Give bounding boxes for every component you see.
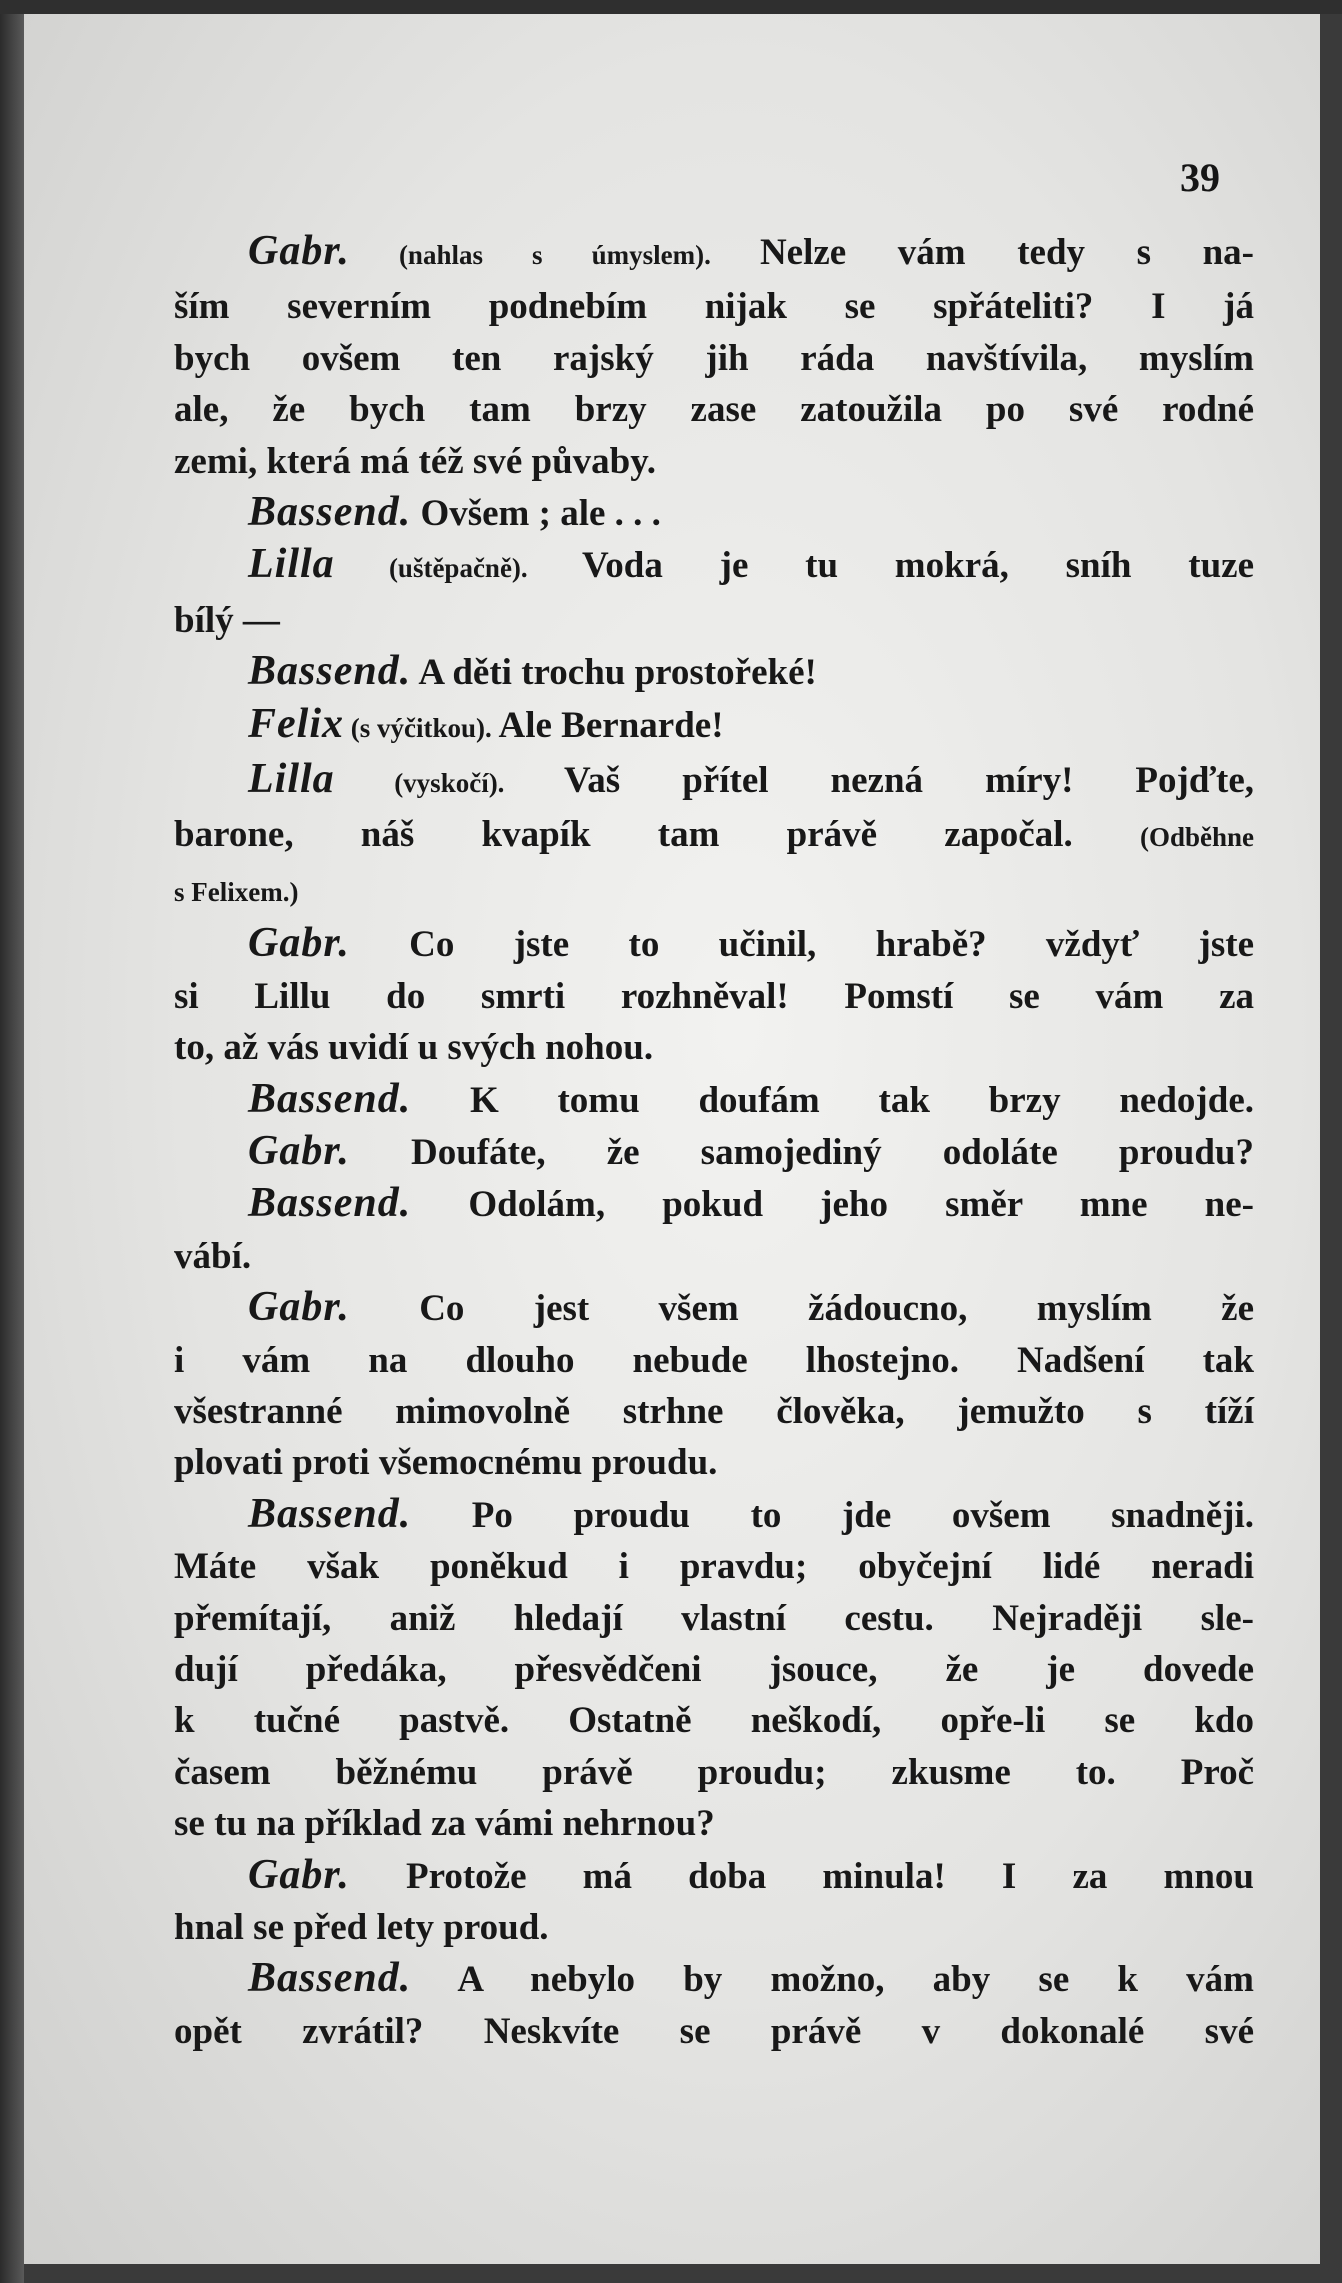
dialogue-text: vábí.: [174, 1235, 252, 1277]
text-line: [174, 971, 1254, 1022]
text-line: [174, 809, 1254, 863]
speaker-name: Lilla: [248, 541, 335, 588]
speaker-name: Bassend.: [248, 648, 412, 695]
dialogue-text: dují předáka, přesvědčeni jsouce, že je dovede: [174, 1648, 1254, 1690]
speaker-name: Bassend.: [248, 1955, 412, 2002]
text-line: [174, 1231, 1254, 1282]
dialogue-text: opět zvrátil? Neskvíte se právě v dokonalé své: [174, 2010, 1254, 2052]
speaker-name: Bassend.: [248, 1490, 412, 1537]
speaker-name: Lilla: [248, 756, 335, 803]
text-line: [174, 539, 1254, 594]
book-gutter: [0, 0, 24, 2283]
text-line: [174, 1953, 1254, 2005]
text-line: [174, 1644, 1254, 1695]
dialogue-text: i vám na dlouho nebude lhostejno. Nadšení tak: [174, 1339, 1254, 1381]
dialogue-text: bych ovšem ten rajský jih ráda navštívila, myslím: [174, 337, 1254, 379]
page-number: 39: [1180, 155, 1220, 200]
dialogue-text: si Lillu do smrti rozhněval! Pomstí se vám za: [174, 975, 1254, 1017]
dialogue-text: Odolám, pokud jeho směr mne ne-: [411, 1184, 1254, 1226]
dialogue-text: Ovšem ; ale . . .: [411, 493, 661, 535]
stage-direction: s Felixem.): [174, 876, 299, 907]
speaker-name: Felix: [248, 700, 344, 747]
dialogue-text: ším severním podnebím nijak se spřáteliti? I já: [174, 286, 1254, 328]
dialogue-text: všestranné mimovolně strhne člověka, jemužto s tíží: [174, 1390, 1254, 1432]
dialogue-text: plovati proti všemocnému proudu.: [174, 1442, 718, 1484]
stage-direction: (Odběhne: [1139, 822, 1254, 853]
text-line: [174, 595, 1254, 646]
text-line: [174, 281, 1254, 332]
text-line: [174, 918, 1254, 970]
text-line: [174, 699, 1254, 754]
dialogue-text: K tomu doufám tak brzy nedojde.: [411, 1079, 1254, 1121]
dialogue-text: Protože má doba minula! I za mnou: [349, 1855, 1254, 1897]
stage-direction: (vyskočí).: [334, 768, 564, 799]
text-line: [174, 1850, 1254, 1902]
dialogue-text: barone, náš kvapík tam právě započal.: [174, 814, 1140, 856]
speaker-name: Gabr.: [248, 228, 350, 274]
text-line: [174, 1022, 1254, 1073]
text-line: [174, 333, 1254, 384]
text-line: [174, 1747, 1254, 1798]
speaker-name: Bassend.: [248, 489, 412, 536]
dialogue-text: Vaš přítel nezná míry! Pojďte,: [563, 760, 1254, 802]
dialogue-text: Co jest všem žádoucno, myslím že: [349, 1288, 1254, 1330]
speaker-name: Gabr.: [248, 1851, 350, 1898]
speaker-name: Gabr.: [248, 920, 350, 967]
speaker-name: Bassend.: [248, 1180, 412, 1227]
dialogue-text: Nelze vám tedy s na-: [759, 232, 1254, 273]
text-line: [174, 487, 1254, 539]
dialogue-text: to, až vás uvidí u svých nohou.: [174, 1027, 654, 1069]
dialogue-text: ale, že bych tam brzy zase zatoužila po své rodné: [174, 389, 1254, 431]
text-line: [174, 436, 1254, 487]
book-page: [24, 14, 1320, 2264]
dialogue-text: A děti trochu prostořeké!: [411, 652, 817, 694]
play-text: [174, 226, 1254, 2057]
dialogue-text: k tučné pastvě. Ostatně neškodí, opře-li se kdo: [174, 1700, 1254, 1742]
dialogue-text: Doufáte, že samojediný odoláte proudu?: [349, 1131, 1254, 1173]
text-line: [174, 1282, 1254, 1334]
dialogue-text: Máte však poněkud i pravdu; obyčejní lidé neradi: [174, 1546, 1254, 1588]
text-line: [174, 864, 1254, 918]
text-line: [174, 1541, 1254, 1592]
dialogue-text: Co jste to učinil, hrabě? vždyť jste: [349, 924, 1254, 966]
text-line: [174, 1178, 1254, 1230]
dialogue-text: časem běžnému právě proudu; zkusme to. Proč: [174, 1751, 1254, 1793]
text-line: [174, 1489, 1254, 1541]
stage-direction: (uštěpačně).: [334, 553, 582, 584]
dialogue-text: bílý —: [174, 599, 280, 641]
text-line: [174, 1902, 1254, 1953]
dialogue-text: zemi, která má též své půvaby.: [174, 440, 656, 482]
text-line: [174, 1386, 1254, 1437]
stage-direction: (nahlas s úmyslem).: [349, 240, 760, 270]
speaker-name: Gabr.: [248, 1127, 350, 1174]
scan-top-edge: [0, 0, 1342, 14]
text-line: [174, 226, 1254, 281]
dialogue-text: Ale Bernarde!: [498, 704, 724, 746]
dialogue-text: hnal se před lety proud.: [174, 1907, 549, 1948]
dialogue-text: A nebylo by možno, aby se k vám: [411, 1959, 1254, 2001]
stage-direction: (s výčitkou).: [344, 712, 499, 743]
text-line: [174, 1074, 1254, 1126]
text-line: [174, 1593, 1254, 1644]
text-line: [174, 1437, 1254, 1488]
text-line: [174, 2006, 1254, 2057]
text-line: [174, 384, 1254, 435]
text-line: [174, 754, 1254, 809]
text-line: [174, 1126, 1254, 1178]
text-line: [174, 1695, 1254, 1746]
dialogue-text: Voda je tu mokrá, sníh tuze: [581, 545, 1254, 587]
speaker-name: Gabr.: [248, 1284, 350, 1331]
dialogue-text: Po proudu to jde ovšem snadněji.: [411, 1494, 1254, 1536]
text-line: [174, 1335, 1254, 1386]
dialogue-text: se tu na příklad za vámi nehrnou?: [174, 1803, 715, 1845]
text-line: [174, 1798, 1254, 1849]
speaker-name: Bassend.: [248, 1075, 412, 1122]
text-line: [174, 646, 1254, 698]
dialogue-text: přemítají, aniž hledají vlastní cestu. Nejraději sle-: [174, 1597, 1254, 1639]
